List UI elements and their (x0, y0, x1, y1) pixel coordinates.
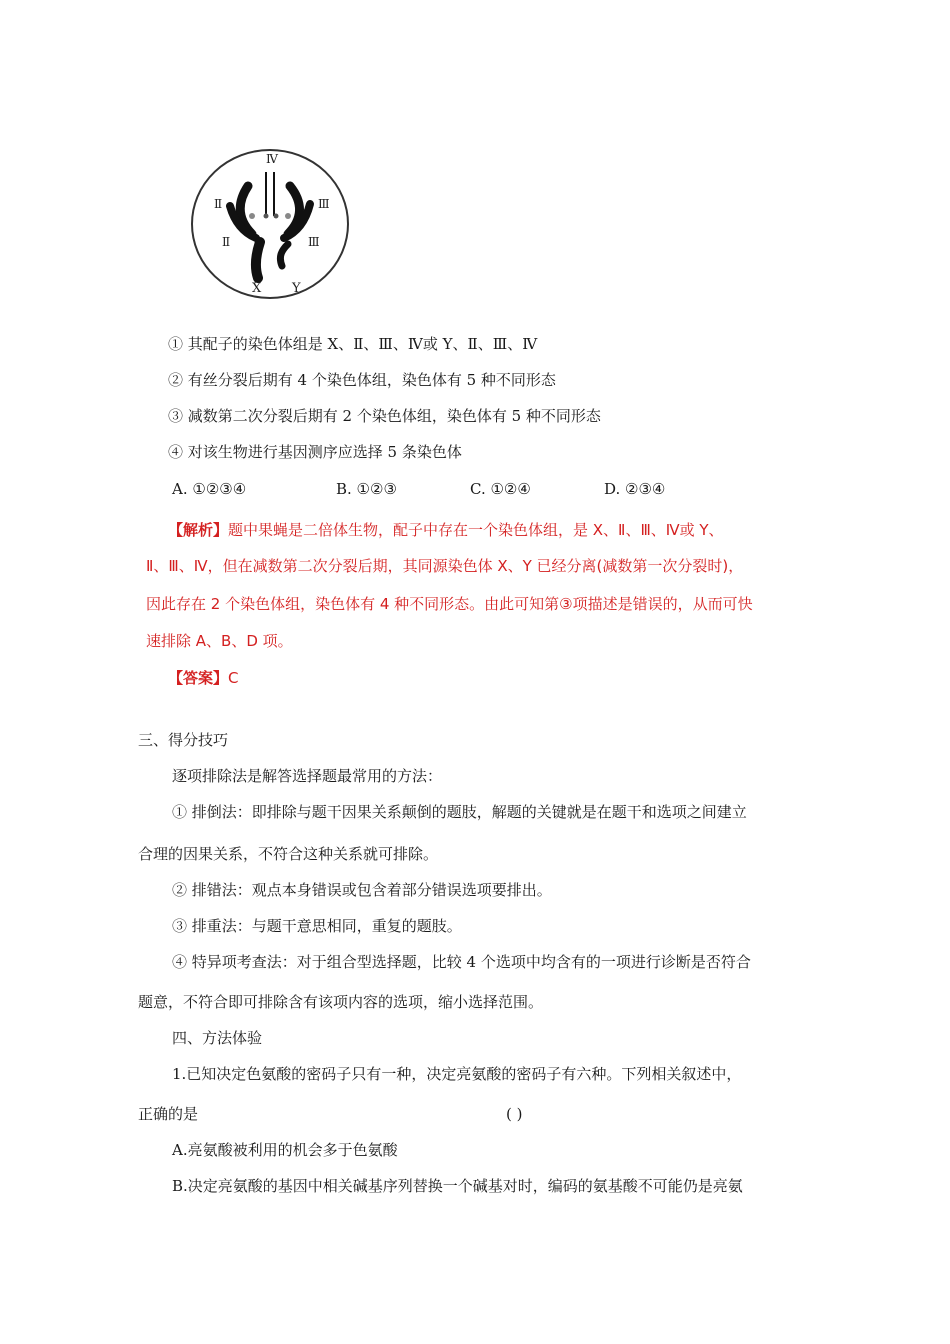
section3-heading: 三、得分技巧 (138, 731, 229, 749)
label-iii-top: Ⅲ (318, 197, 330, 211)
section3-intro: 逐项排除法是解答选择题最常用的方法： (172, 767, 443, 785)
answer-tag: 【答案】 (168, 669, 229, 687)
centromere-bead-right (285, 213, 291, 219)
chromosome-figure (190, 146, 350, 301)
analysis-line-4: 速排除 A、B、D 项。 (146, 632, 293, 650)
section3-item-1b: 合理的因果关系，不符合这种关系就可排除。 (138, 845, 439, 863)
label-y: Y (292, 281, 301, 296)
label-ii-top: Ⅱ (214, 197, 223, 211)
statement-4: ④ 对该生物进行基因测序应选择 5 条染色体 (168, 443, 462, 461)
analysis-line-2: Ⅱ、Ⅲ、Ⅳ，但在减数第二次分裂后期，其同源染色体 X、Y 已经分离(减数第一次分裂时)， (146, 557, 744, 575)
section3-item-2: ② 排错法：观点本身错误或包含着部分错误选项要排出。 (172, 881, 552, 899)
analysis-tag: 【解析】 (168, 521, 229, 539)
question1-option-a: A.亮氨酸被利用的机会多于色氨酸 (172, 1141, 398, 1159)
label-iv: Ⅳ (266, 152, 278, 166)
analysis-text-1: 题中果蝇是二倍体生物，配子中存在一个染色体组，是 X、Ⅱ、Ⅲ、Ⅳ或 Y、 (228, 521, 724, 539)
analysis-line-3: 因此存在 2 个染色体组，染色体有 4 种不同形态。由此可知第③项描述是错误的，从而可快 (146, 595, 753, 613)
section3-item-4a: ④ 特异项考查法：对于组合型选择题，比较 4 个选项中均含有的一项进行诊断是否符合 (172, 953, 751, 971)
option-a: A. ①②③④ (172, 480, 247, 498)
analysis-line-1 (168, 520, 724, 540)
answer-value: C (228, 669, 239, 687)
centromere-dot-b (274, 214, 279, 219)
answer-blank: ( ) (506, 1105, 523, 1123)
chromosome-x (256, 242, 260, 278)
question1-line2: 正确的是 (138, 1105, 199, 1123)
section4-heading: 四、方法体验 (172, 1029, 263, 1047)
cell-outline (192, 150, 348, 298)
section3-item-3: ③ 排重法：与题干意思相同，重复的题肢。 (172, 917, 462, 935)
chromosome-y (280, 244, 288, 266)
label-x: X (252, 281, 262, 296)
option-d: D. ②③④ (604, 480, 666, 498)
option-b: B. ①②③ (336, 480, 397, 498)
label-ii-bottom: Ⅱ (222, 235, 231, 249)
statement-1: ① 其配子的染色体组是 X、Ⅱ、Ⅲ、Ⅳ或 Y、Ⅱ、Ⅲ、Ⅳ (168, 335, 538, 353)
section3-item-1a: ① 排倒法：即排除与题干因果关系颠倒的题肢，解题的关键就是在题干和选项之间建立 (172, 803, 747, 821)
statement-2: ② 有丝分裂后期有 4 个染色体组，染色体有 5 种不同形态 (168, 371, 556, 389)
label-iii-bottom: Ⅲ (308, 235, 320, 249)
centromere-dot-a (264, 214, 269, 219)
option-c: C. ①②④ (470, 480, 531, 498)
centromere-bead-left (249, 213, 255, 219)
question1-line1: 1.已知决定色氨酸的密码子只有一种，决定亮氨酸的密码子有六种。下列相关叙述中， (172, 1065, 742, 1083)
section3-item-4b: 题意，不符合即可排除含有该项内容的选项，缩小选择范围。 (138, 993, 544, 1011)
statement-3: ③ 减数第二次分裂后期有 2 个染色体组，染色体有 5 种不同形态 (168, 407, 601, 425)
answer-line (168, 668, 239, 688)
question1-option-b: B.决定亮氨酸的基因中相关碱基序列替换一个碱基对时，编码的氨基酸不可能仍是亮氨 (172, 1177, 743, 1195)
